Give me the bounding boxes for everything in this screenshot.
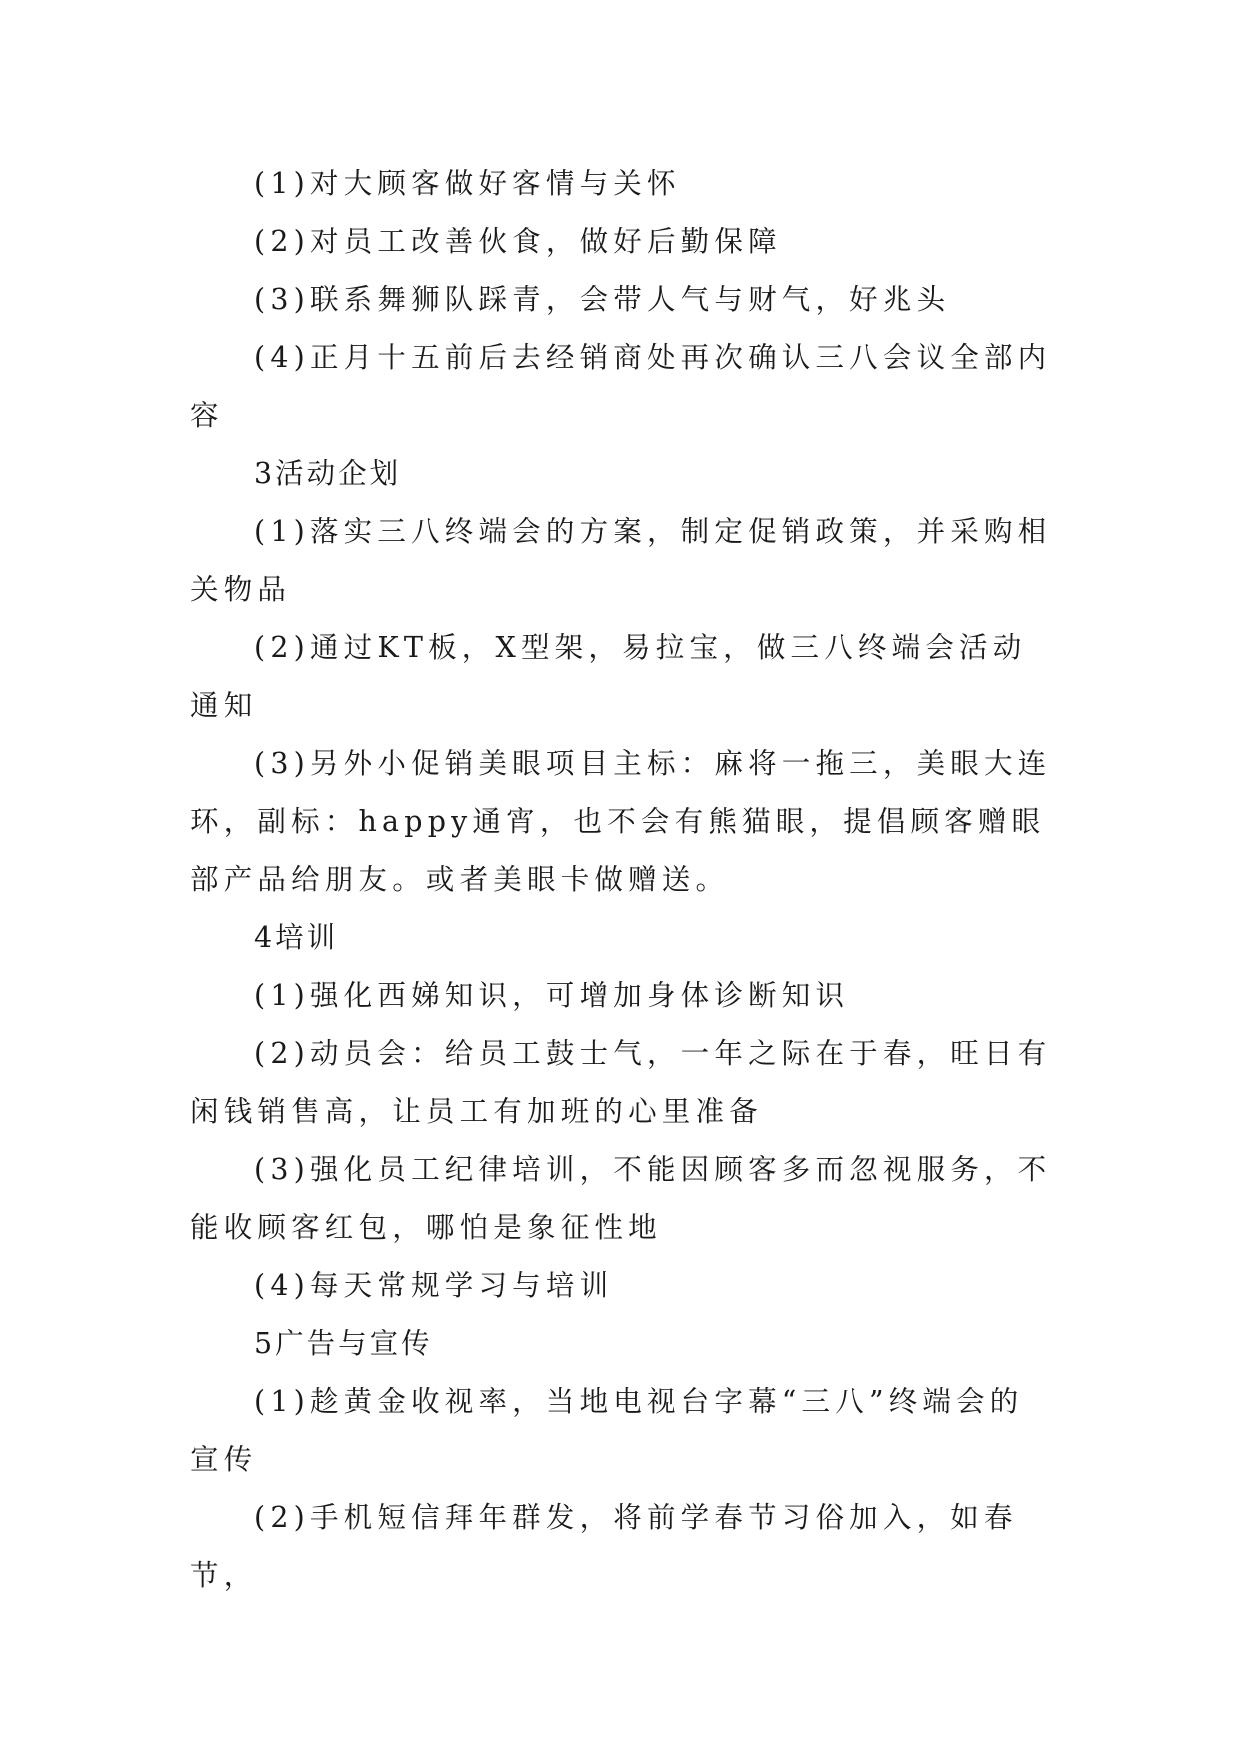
list-item: (1)趁黄金收视率，当地电视台字幕“三八”终端会的宣传 [190,1385,1024,1476]
document-body [190,155,1052,1605]
list-item: (1)对大顾客做好客情与关怀 [254,167,681,200]
list-item: (2)对员工改善伙食，做好后勤保障 [254,225,782,258]
list-item: (3)另外小促销美眼项目主标：麻将一拖三，美眼大连环，副标：happy通宵，也不会有熊猫眼，提倡顾客赠眼部产品给朋友。或者美眼卡做赠送。 [190,747,1052,896]
section-heading: 3活动企划 [254,457,402,490]
list-item: (2)通过KT板，X型架，易拉宝，做三八终端会活动通知 [190,631,1027,722]
section-heading: 4培训 [254,921,339,954]
list-item: (2)手机短信拜年群发，将前学春节习俗加入，如春节， [190,1501,1018,1592]
list-item: (3)强化员工纪律培训，不能因顾客多而忽视服务，不能收顾客红包，哪怕是象征性地 [190,1153,1052,1244]
section-heading: 5广告与宣传 [254,1327,433,1360]
list-item: (4)正月十五前后去经销商处再次确认三八会议全部内容 [190,341,1052,432]
list-item: (1)落实三八终端会的方案，制定促销政策，并采购相关物品 [190,515,1052,606]
list-item: (1)强化西娣知识，可增加身体诊断知识 [254,979,850,1012]
list-item: (3)联系舞狮队踩青，会带人气与财气，好兆头 [254,283,951,316]
list-item: (4)每天常规学习与培训 [254,1269,614,1302]
list-item: (2)动员会：给员工鼓士气，一年之际在于春，旺日有闲钱销售高，让员工有加班的心里准备 [190,1037,1052,1128]
